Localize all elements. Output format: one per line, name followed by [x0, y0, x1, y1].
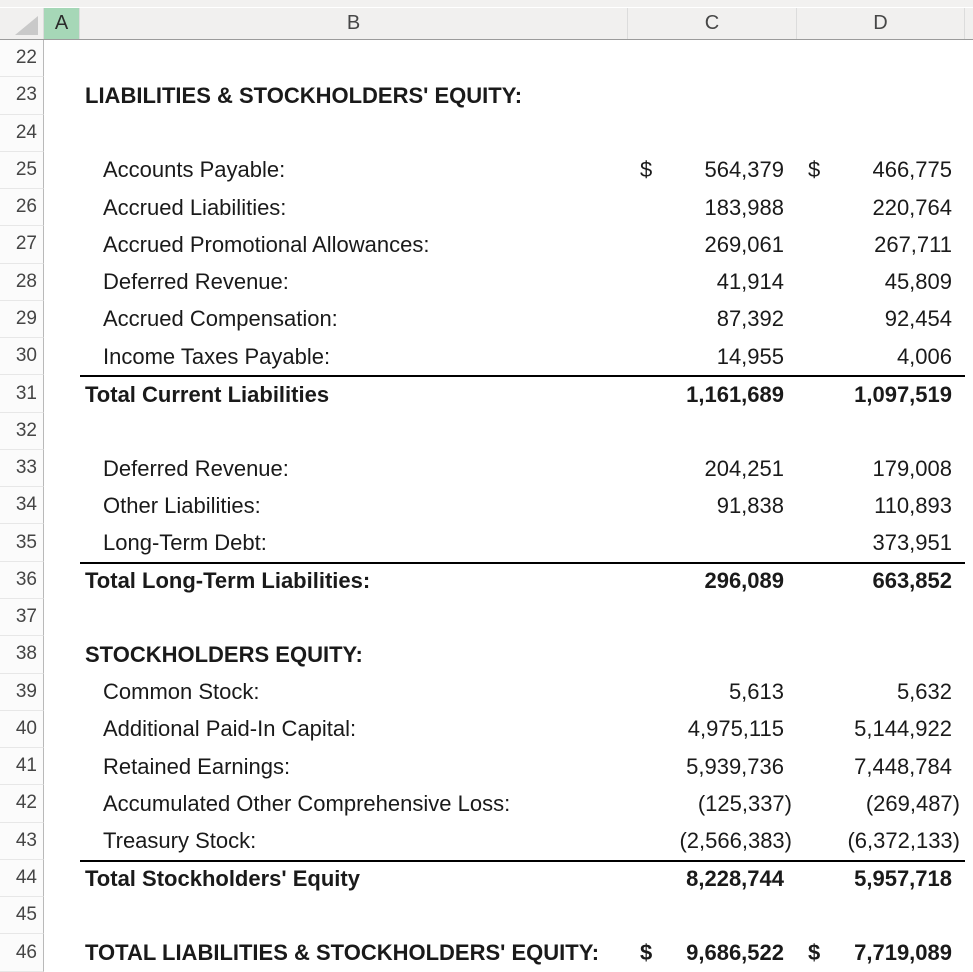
cell-d42[interactable] — [797, 785, 965, 822]
cell-b25[interactable] — [80, 152, 628, 189]
row-cells-46 — [44, 934, 973, 971]
sheet-grid — [0, 40, 973, 972]
row-header-29[interactable]: 29 — [0, 301, 44, 338]
cell-b28-label: Deferred Revenue: — [103, 269, 289, 295]
cell-c22[interactable] — [628, 40, 797, 77]
cell-a45[interactable] — [44, 897, 80, 934]
cell-c24[interactable] — [628, 115, 797, 152]
cell-d32[interactable] — [797, 413, 965, 450]
cell-b27-label: Accrued Promotional Allowances: — [103, 231, 430, 257]
cell-a30[interactable] — [44, 338, 80, 375]
cell-d34[interactable] — [797, 487, 965, 524]
cell-d22[interactable] — [797, 40, 965, 77]
cell-b31-label: Total Current Liabilities — [85, 382, 330, 408]
row-header-42[interactable]: 42 — [0, 785, 44, 822]
sheet-row-24 — [0, 115, 973, 152]
cell-a40[interactable] — [44, 711, 80, 748]
cell-c39[interactable] — [628, 674, 797, 711]
cell-b36[interactable] — [80, 562, 628, 599]
column-header-c[interactable]: C — [628, 8, 797, 39]
cell-d25-value: 466,775 — [872, 157, 952, 183]
cell-a42[interactable] — [44, 785, 80, 822]
cell-d28-value: 45,809 — [884, 269, 952, 295]
cell-d33[interactable] — [797, 450, 965, 487]
cell-c30-value: 14,955 — [716, 343, 784, 369]
cell-d38[interactable] — [797, 636, 965, 673]
cell-b40[interactable] — [80, 711, 628, 748]
cell-c28[interactable] — [628, 264, 797, 301]
dollar-sign: $ — [640, 940, 653, 965]
cell-c36[interactable] — [628, 562, 797, 599]
cell-c33-value: 204,251 — [704, 455, 784, 481]
cell-b38[interactable] — [80, 636, 628, 673]
cell-c35[interactable] — [628, 524, 797, 561]
cell-a38[interactable] — [44, 636, 80, 673]
row-cells-36 — [44, 562, 973, 599]
cell-b44-label: Total Stockholders' Equity — [85, 866, 360, 892]
row-header-22[interactable]: 22 — [0, 40, 44, 77]
cell-b25-label: Accounts Payable: — [103, 157, 286, 183]
row-cells-34 — [44, 487, 973, 524]
column-header-e-partial[interactable] — [965, 8, 973, 39]
cell-b34-label: Other Liabilities: — [103, 492, 261, 518]
select-all-icon — [15, 16, 38, 35]
cell-d26-value: 220,764 — [872, 194, 952, 220]
row-header-39[interactable]: 39 — [0, 674, 44, 711]
cell-c34[interactable] — [628, 487, 797, 524]
sheet-row-34 — [0, 487, 973, 524]
cell-d40[interactable] — [797, 711, 965, 748]
row-header-46[interactable]: 46 — [0, 934, 44, 971]
cell-c28-value: 41,914 — [716, 269, 784, 295]
row-cells-31 — [44, 375, 973, 412]
sheet-row-46 — [0, 934, 973, 971]
row-cells-25 — [44, 152, 973, 189]
cell-a46[interactable] — [44, 934, 80, 971]
cell-b33-label: Deferred Revenue: — [103, 455, 289, 481]
sheet-row-45 — [0, 897, 973, 934]
cell-c38[interactable] — [628, 636, 797, 673]
cell-c26[interactable] — [628, 189, 797, 226]
cell-b40-label: Additional Paid-In Capital: — [103, 716, 357, 742]
cell-d29-value: 92,454 — [884, 306, 952, 332]
cell-d40-value: 5,144,922 — [854, 716, 952, 742]
cell-c41-value: 5,939,736 — [686, 753, 784, 779]
cell-a24[interactable] — [44, 115, 80, 152]
cell-b42-label: Accumulated Other Comprehensive Loss: — [103, 790, 511, 816]
row-cells-26 — [44, 189, 973, 226]
cell-d31[interactable] — [797, 375, 965, 412]
row-header-45[interactable]: 45 — [0, 897, 44, 934]
sheet-row-39 — [0, 674, 973, 711]
cell-c25[interactable] — [628, 152, 797, 189]
sheet-row-41 — [0, 748, 973, 785]
cell-d36[interactable] — [797, 562, 965, 599]
top-strip — [0, 0, 973, 8]
row-cells-30 — [44, 338, 973, 375]
cell-d33-value: 179,008 — [872, 455, 952, 481]
row-cells-41 — [44, 748, 973, 785]
cell-a41[interactable] — [44, 748, 80, 785]
cell-d30-value: 4,006 — [896, 343, 952, 369]
cell-d43-value: (6,372,133) — [847, 828, 960, 854]
row-cells-27 — [44, 226, 973, 263]
sheet-row-26 — [0, 189, 973, 226]
sheet-row-37 — [0, 599, 973, 636]
cell-c43[interactable] — [628, 823, 797, 860]
cell-b45[interactable] — [80, 897, 628, 934]
cell-a36[interactable] — [44, 562, 80, 599]
row-cells-39 — [44, 674, 973, 711]
row-header-28[interactable]: 28 — [0, 264, 44, 301]
cell-b34[interactable] — [80, 487, 628, 524]
row-header-40[interactable]: 40 — [0, 711, 44, 748]
cell-c27[interactable] — [628, 226, 797, 263]
sheet-row-38 — [0, 636, 973, 673]
row-header-41[interactable]: 41 — [0, 748, 44, 785]
row-cells-33 — [44, 450, 973, 487]
sheet-row-30 — [0, 338, 973, 375]
cell-b38-label: STOCKHOLDERS EQUITY: — [85, 641, 363, 667]
cell-b44[interactable] — [80, 860, 628, 897]
cell-b35[interactable] — [80, 524, 628, 561]
cell-c42-value: (125,337) — [697, 790, 792, 816]
cell-d28[interactable] — [797, 264, 965, 301]
row-cells-45 — [44, 897, 973, 934]
cell-b39-label: Common Stock: — [103, 679, 260, 705]
cell-c40-value: 4,975,115 — [687, 716, 784, 742]
sheet-row-25 — [0, 152, 973, 189]
cell-d27-value: 267,711 — [874, 231, 952, 257]
cell-d35[interactable] — [797, 524, 965, 561]
cell-d44[interactable] — [797, 860, 965, 897]
cell-b46-label: TOTAL LIABILITIES & STOCKHOLDERS' EQUITY: — [85, 940, 600, 965]
sheet-row-29 — [0, 301, 973, 338]
sheet-row-22 — [0, 40, 973, 77]
cell-a34[interactable] — [44, 487, 80, 524]
row-header-43[interactable]: 43 — [0, 823, 44, 860]
row-header-38[interactable]: 38 — [0, 636, 44, 673]
row-header-35[interactable]: 35 — [0, 524, 44, 561]
cell-c37[interactable] — [628, 599, 797, 636]
cell-b39[interactable] — [80, 674, 628, 711]
row-header-34[interactable]: 34 — [0, 487, 44, 524]
row-header-24[interactable]: 24 — [0, 115, 44, 152]
cell-b30[interactable] — [80, 338, 628, 375]
row-header-44[interactable]: 44 — [0, 860, 44, 897]
cell-d27[interactable] — [797, 226, 965, 263]
sheet-row-44 — [0, 860, 973, 897]
row-header-30[interactable]: 30 — [0, 338, 44, 375]
cell-b30-label: Income Taxes Payable: — [103, 343, 331, 369]
row-cells-32 — [44, 413, 973, 450]
cell-c44[interactable] — [628, 860, 797, 897]
sheet-row-31 — [0, 375, 973, 412]
cell-c46[interactable] — [628, 934, 797, 971]
column-header-a[interactable]: A — [44, 8, 80, 39]
cell-d26[interactable] — [797, 189, 965, 226]
cell-a22[interactable] — [44, 40, 80, 77]
cell-c31[interactable] — [628, 375, 797, 412]
cell-a44[interactable] — [44, 860, 80, 897]
cell-b42[interactable] — [80, 785, 628, 822]
cell-b24[interactable] — [80, 115, 628, 152]
row-cells-37 — [44, 599, 973, 636]
row-header-32[interactable]: 32 — [0, 413, 44, 450]
sheet-row-36 — [0, 562, 973, 599]
cell-b41[interactable] — [80, 748, 628, 785]
cell-a26[interactable] — [44, 189, 80, 226]
row-cells-38 — [44, 636, 973, 673]
cell-c26-value: 183,988 — [704, 194, 784, 220]
sheet-row-40 — [0, 711, 973, 748]
cell-a23[interactable] — [44, 77, 80, 114]
cell-d25[interactable] — [797, 152, 965, 189]
cell-d31-value: 1,097,519 — [854, 382, 952, 408]
row-header-23[interactable]: 23 — [0, 77, 44, 114]
cell-c36-value: 296,089 — [704, 568, 784, 594]
cell-c44-value: 8,228,744 — [686, 866, 784, 892]
cell-a37[interactable] — [44, 599, 80, 636]
cell-d46[interactable] — [797, 934, 965, 971]
column-header-d[interactable]: D — [797, 8, 965, 39]
cell-b33[interactable] — [80, 450, 628, 487]
cell-a39[interactable] — [44, 674, 80, 711]
row-header-31[interactable]: 31 — [0, 375, 44, 412]
cell-b27[interactable] — [80, 226, 628, 263]
row-header-36[interactable]: 36 — [0, 562, 44, 599]
cell-b23[interactable] — [80, 77, 628, 114]
cell-b28[interactable] — [80, 264, 628, 301]
row-header-25[interactable]: 25 — [0, 152, 44, 189]
cell-a43[interactable] — [44, 823, 80, 860]
cell-d30[interactable] — [797, 338, 965, 375]
sheet-row-35 — [0, 524, 973, 561]
cell-a28[interactable] — [44, 264, 80, 301]
dollar-sign: $ — [808, 157, 821, 183]
row-cells-44 — [44, 860, 973, 897]
row-header-37[interactable]: 37 — [0, 599, 44, 636]
row-cells-28 — [44, 264, 973, 301]
cell-b37[interactable] — [80, 599, 628, 636]
cell-b23-label: LIABILITIES & STOCKHOLDERS' EQUITY: — [85, 82, 523, 108]
cell-c25-value: 564,379 — [704, 157, 784, 183]
row-cells-42 — [44, 785, 973, 822]
sheet-row-27 — [0, 226, 973, 263]
dollar-sign: $ — [640, 157, 653, 183]
cell-b36-label: Total Long-Term Liabilities: — [85, 568, 371, 594]
cell-b46[interactable] — [80, 934, 628, 971]
cell-d45[interactable] — [797, 897, 965, 934]
cell-b43[interactable] — [80, 823, 628, 860]
row-cells-43 — [44, 823, 973, 860]
cell-c40[interactable] — [628, 711, 797, 748]
cell-a29[interactable] — [44, 301, 80, 338]
cell-c33[interactable] — [628, 450, 797, 487]
sheet-row-42 — [0, 785, 973, 822]
cell-d29[interactable] — [797, 301, 965, 338]
cell-d36-value: 663,852 — [872, 568, 952, 594]
select-all-button[interactable] — [0, 8, 44, 39]
cell-b26[interactable] — [80, 189, 628, 226]
cell-d39-value: 5,632 — [896, 679, 952, 705]
cell-c42[interactable] — [628, 785, 797, 822]
cell-a33[interactable] — [44, 450, 80, 487]
sheet-row-33 — [0, 450, 973, 487]
cell-c23[interactable] — [628, 77, 797, 114]
row-cells-35 — [44, 524, 973, 561]
cell-b31[interactable] — [80, 375, 628, 412]
sheet-row-43 — [0, 823, 973, 860]
cell-a31[interactable] — [44, 375, 80, 412]
cell-d46-value: 7,719,089 — [854, 940, 952, 965]
cell-d43[interactable] — [797, 823, 965, 860]
cell-b35-label: Long-Term Debt: — [103, 530, 267, 556]
cell-c30[interactable] — [628, 338, 797, 375]
row-cells-29 — [44, 301, 973, 338]
row-cells-22 — [44, 40, 973, 77]
cell-c41[interactable] — [628, 748, 797, 785]
row-header-33[interactable]: 33 — [0, 450, 44, 487]
cell-c29[interactable] — [628, 301, 797, 338]
cell-b29-label: Accrued Compensation: — [103, 306, 338, 332]
sheet-row-32 — [0, 413, 973, 450]
cell-a27[interactable] — [44, 226, 80, 263]
cell-c39-value: 5,613 — [728, 679, 784, 705]
row-cells-24 — [44, 115, 973, 152]
cell-d24[interactable] — [797, 115, 965, 152]
cell-c43-value: (2,566,383) — [679, 828, 792, 854]
cell-b32[interactable] — [80, 413, 628, 450]
sheet-row-23 — [0, 77, 973, 114]
sheet-row-28 — [0, 264, 973, 301]
cell-d41[interactable] — [797, 748, 965, 785]
cell-b43-label: Treasury Stock: — [103, 828, 257, 854]
cell-c34-value: 91,838 — [716, 492, 784, 518]
cell-c31-value: 1,161,689 — [686, 382, 784, 408]
cell-c32[interactable] — [628, 413, 797, 450]
cell-b41-label: Retained Earnings: — [103, 753, 291, 779]
row-cells-23 — [44, 77, 973, 114]
cell-d41-value: 7,448,784 — [854, 753, 952, 779]
row-header-26[interactable]: 26 — [0, 189, 44, 226]
row-cells-40 — [44, 711, 973, 748]
cell-d39[interactable] — [797, 674, 965, 711]
cell-c45[interactable] — [628, 897, 797, 934]
cell-d34-value: 110,893 — [874, 492, 952, 518]
cell-d37[interactable] — [797, 599, 965, 636]
cell-a32[interactable] — [44, 413, 80, 450]
cell-a35[interactable] — [44, 524, 80, 561]
cell-d35-value: 373,951 — [872, 530, 952, 556]
cell-d44-value: 5,957,718 — [854, 866, 952, 892]
cell-a25[interactable] — [44, 152, 80, 189]
cell-b26-label: Accrued Liabilities: — [103, 194, 287, 220]
column-header-row — [0, 8, 973, 40]
cell-d42-value: (269,487) — [865, 790, 960, 816]
cell-b29[interactable] — [80, 301, 628, 338]
cell-c46-value: 9,686,522 — [686, 940, 784, 965]
dollar-sign: $ — [808, 940, 821, 965]
row-header-27[interactable]: 27 — [0, 226, 44, 263]
column-header-b[interactable]: B — [80, 8, 628, 39]
cell-c29-value: 87,392 — [716, 306, 784, 332]
cell-d23[interactable] — [797, 77, 965, 114]
cell-c27-value: 269,061 — [704, 231, 784, 257]
cell-b22[interactable] — [80, 40, 628, 77]
